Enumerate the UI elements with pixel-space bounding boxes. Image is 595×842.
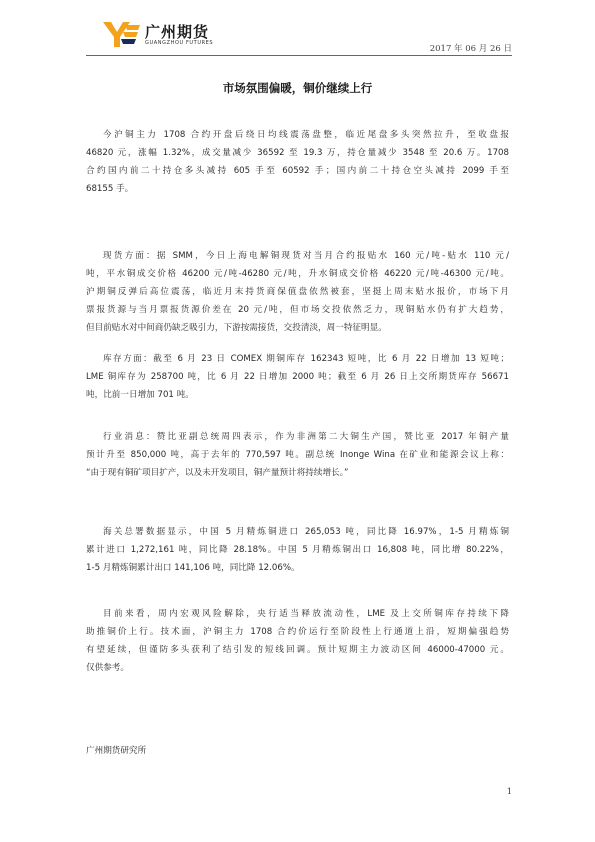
text-line: 今沪铜主力 1708 合约开盘后绕日均线震荡盘整，临近尾盘多头突然拉升，至收盘报 [103,130,509,140]
text-line: 合约国内前二十持仓多头减持 605 手至 60592 手；国内前二十持仓空头减持 2099 手至 [86,166,509,176]
brand-name: 广州期货 [145,23,210,41]
text-line: 沪期铜反弹后高位震荡，临近月末持货商保值盘依然被套，坚挺上周末贴水报价，市场下月 [86,287,509,297]
text-line: 有望延续，但谨防多头获利了结引发的短线回调。预计短期主力波动区间 46000-47000 元。 [86,645,509,655]
text-line: 仅供参考。 [86,663,129,673]
text-line: 现货方面：据 SMM，今日上海电解铜现货对当月合约报贴水 160 元/吨-贴水 110 元/ [103,251,509,261]
header-divider [86,55,512,56]
text-line: 目前来看，周内宏观风险解除，央行适当释放流动性，LME 及上交所铜库存持续下降 [103,609,509,619]
text-line: 吨，平水铜成交价格 46200 元/吨-46280 元/吨，升水铜成交价格 46220 元/吨-46300 元/吨。 [86,269,509,279]
text-line: 累计进口 1,272,161 吨，同比降 28.18%。中国 5 月精炼铜出口 16,808 吨，同比增 80.22%， [86,545,509,555]
page-number: 1 [506,787,512,796]
report-title: 市场氛围偏暖，铜价继续上行 [222,81,373,95]
text-line: LME 铜库存为 258700 吨，比 6 月 22 日增加 2000 吨；截至 6 月 26 日上交所期货库存 56671 [86,372,509,382]
text-line: 票报货源与当月票报货源价差在 20 元/吨，但市场交投依然乏力，现铜贴水仍有扩大趋势， [86,305,509,315]
paragraph-industry-news [86,428,509,482]
text-line: 68155 手。 [86,184,134,194]
text-line: 1-5 月精炼铜累计出口 141,106 吨，同比降 12.06%。 [86,563,300,573]
paragraph-market-summary [86,126,509,198]
brand-mark-icon [103,20,141,48]
text-line: 库存方面：截至 6 月 23 日 COMEX 期铜库存 162343 短吨，比 6 月 22 日增加 13 短吨； [103,354,509,364]
text-line: 助推铜价上行。技术面，沪铜主力 1708 合约价运行至阶段性上行通道上沿，短期偏强趋势 [86,627,509,637]
paragraph-outlook [86,605,509,677]
text-line: “由于现有铜矿项目扩产，以及未开发项目，铜产量预计将持续增长。” [86,468,349,478]
paragraph-customs-data [86,523,509,577]
report-date: 2017 年 06 月 26 日 [429,44,512,54]
text-line: 吨，比前一日增加 701 吨。 [86,390,194,400]
paragraph-inventory [86,350,509,404]
brand-english-name: GUANGZHOU FUTURES [145,40,214,46]
text-line: 预计升至 850,000 吨，高于去年的 770,597 吨。副总统 Inonge Wina 在矿业和能源会议上称： [86,450,509,460]
text-line: 46820 元，涨幅 1.32%，成交量减少 36592 至 19.3 万，持仓量减少 3548 至 20.6 万。1708 [86,148,509,158]
paragraph-spot-market [86,247,509,337]
text-line: 但目前贴水对中间商仍缺乏吸引力，下游按需接货，交投清淡，周一特征明显。 [86,323,387,333]
text-line: 海关总署数据显示，中国 5 月精炼铜进口 265,053 吨，同比降 16.97%，1-5 月精炼铜 [103,527,509,537]
signature: 广州期货研究所 [86,746,147,756]
company-logo [103,20,253,48]
text-line: 行业消息：赞比亚副总统周四表示，作为非洲第二大铜生产国，赞比亚 2017 年铜产量 [103,432,509,442]
